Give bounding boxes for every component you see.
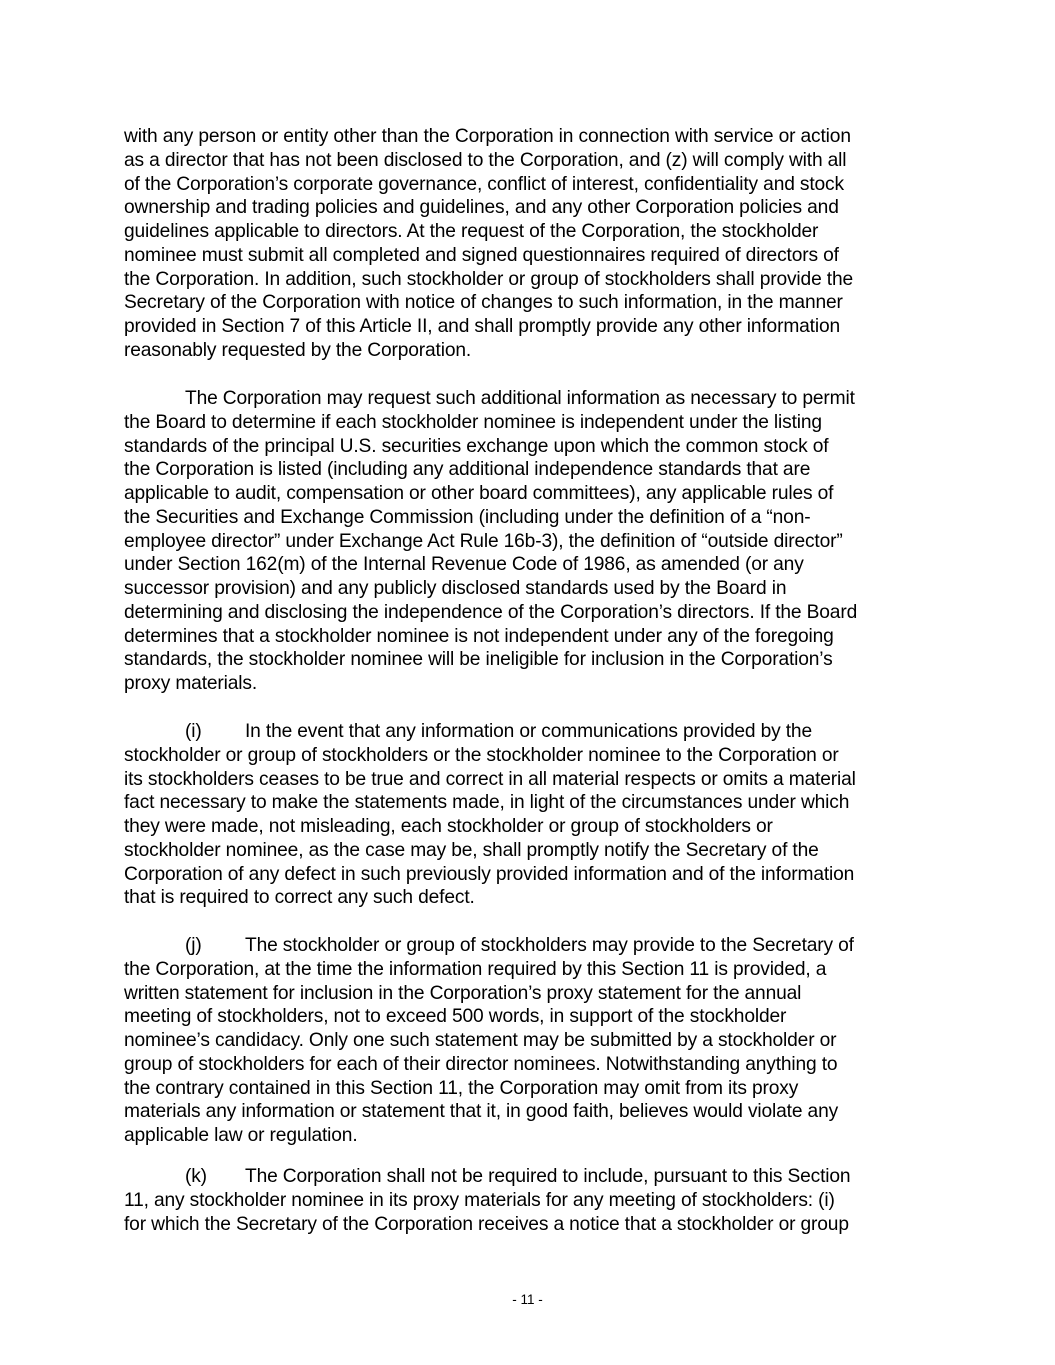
text-line	[124, 720, 944, 744]
line-text: that is required to correct any such defect.	[124, 887, 475, 909]
paragraph-section-k	[124, 1165, 944, 1236]
line-text: group of stockholders for each of their director nominees. Notwithstanding anything to	[124, 1053, 838, 1075]
section-marker: (k)	[185, 1166, 207, 1187]
text-line	[124, 339, 944, 363]
line-text: written statement for inclusion in the Corporation’s proxy statement for the annual	[124, 982, 802, 1004]
line-text: employee director” under Exchange Act Rule 16b-3), the definition of “outside director”	[124, 530, 843, 552]
line-text: the Corporation is listed (including any additional independence standards that are	[124, 459, 811, 481]
line-text: ownership and trading policies and guidelines, and any other Corporation policies and	[124, 197, 839, 219]
text-line	[124, 672, 944, 696]
text-line	[124, 1124, 944, 1148]
text-line	[124, 411, 944, 435]
text-line	[124, 791, 944, 815]
line-text: its stockholders ceases to be true and correct in all material respects or omits a material	[124, 768, 856, 790]
text-line	[124, 530, 944, 554]
line-text: The Corporation may request such additional information as necessary to permit	[185, 388, 855, 409]
paragraph-section-j	[124, 934, 944, 1148]
line-text: successor provision) and any publicly disclosed standards used by the Board in	[124, 578, 787, 599]
text-line	[124, 958, 944, 982]
line-text: applicable law or regulation.	[124, 1125, 358, 1146]
text-line	[124, 744, 944, 768]
line-text: the Corporation. In addition, such stockholder or group of stockholders shall provide the	[124, 268, 853, 290]
text-line	[124, 648, 944, 672]
text-line	[124, 1053, 944, 1077]
line-text: of the Corporation’s corporate governance, conflict of interest, confidentiality and stock	[124, 173, 844, 195]
line-text: materials any information or statement that it, in good faith, believes would violate any	[124, 1101, 839, 1123]
line-text: nominee must submit all completed and signed questionnaires required of directors of	[124, 244, 839, 266]
text-line	[124, 815, 944, 839]
line-text: as a director that has not been disclosed to the Corporation, and (z) will comply with all	[124, 149, 847, 171]
text-line	[124, 435, 944, 459]
text-line	[124, 577, 944, 601]
line-text: reasonably requested by the Corporation.	[124, 339, 472, 361]
text-line	[124, 291, 944, 315]
line-text: under Section 162(m) of the Internal Revenue Code of 1986, as amended (or any	[124, 554, 804, 576]
paragraph-section-i	[124, 720, 944, 910]
text-line	[124, 387, 944, 411]
line-text: The stockholder or group of stockholders may provide to the Secretary of	[245, 935, 854, 956]
paragraph-independence	[124, 387, 944, 696]
text-line	[124, 886, 944, 910]
text-line	[124, 839, 944, 863]
line-text: applicable to audit, compensation or other board committees), any applicable rules of	[124, 483, 834, 504]
line-text: determining and disclosing the independence of the Corporation’s directors. If the Board	[124, 601, 858, 623]
line-text: proxy materials.	[124, 673, 258, 694]
line-text: guidelines applicable to directors. At the request of the Corporation, the stockholder	[124, 221, 819, 242]
text-line	[124, 506, 944, 530]
paragraph-continuation	[124, 125, 944, 363]
line-text: The Corporation shall not be required to include, pursuant to this Section	[245, 1166, 851, 1187]
line-text: the Board to determine if each stockholder nominee is independent under the listing	[124, 411, 822, 433]
line-text: nominee’s candidacy. Only one such statement may be submitted by a stockholder or	[124, 1030, 837, 1051]
text-line	[124, 149, 944, 173]
text-line	[124, 982, 944, 1006]
line-text: the Securities and Exchange Commission (including under the definition of a “non-	[124, 506, 811, 528]
text-line	[124, 1100, 944, 1124]
text-line	[124, 1077, 944, 1101]
line-text: fact necessary to make the statements made, in light of the circumstances under which	[124, 792, 850, 814]
line-text: Corporation of any defect in such previously provided information and of the information	[124, 863, 855, 885]
text-line	[124, 863, 944, 887]
text-line	[124, 1189, 944, 1213]
text-line	[124, 458, 944, 482]
line-text: for which the Secretary of the Corporation receives a notice that a stockholder or group	[124, 1213, 849, 1235]
line-text: In the event that any information or communications provided by the	[245, 721, 812, 742]
text-line	[124, 220, 944, 244]
text-line	[124, 315, 944, 339]
line-text: provided in Section 7 of this Article II, and shall promptly provide any other information	[124, 316, 841, 337]
text-line	[124, 1005, 944, 1029]
line-text: stockholder nominee, as the case may be, shall promptly notify the Secretary of the	[124, 839, 819, 861]
line-text: meeting of stockholders, not to exceed 500 words, in support of the stockholder	[124, 1006, 787, 1028]
text-line	[124, 601, 944, 625]
text-line	[124, 1213, 944, 1237]
text-line	[124, 196, 944, 220]
text-line	[124, 244, 944, 268]
line-text: with any person or entity other than the Corporation in connection with service or action	[124, 126, 851, 147]
text-line	[124, 625, 944, 649]
line-text: determines that a stockholder nominee is not independent under any of the foregoing	[124, 625, 834, 647]
line-text: standards of the principal U.S. securities exchange upon which the common stock of	[124, 435, 829, 457]
text-line	[124, 125, 944, 149]
text-line	[124, 1029, 944, 1053]
line-text: the contrary contained in this Section 11, the Corporation may omit from its proxy	[124, 1077, 799, 1099]
text-line	[124, 1165, 944, 1189]
line-text: standards, the stockholder nominee will be ineligible for inclusion in the Corporation’s	[124, 649, 833, 671]
line-text: Secretary of the Corporation with notice of changes to such information, in the manner	[124, 292, 843, 314]
section-marker: (i)	[185, 721, 202, 742]
text-line	[124, 553, 944, 577]
line-text: they were made, not misleading, each stockholder or group of stockholders or	[124, 816, 773, 837]
page-number: - 11 -	[512, 1292, 543, 1307]
text-line	[124, 482, 944, 506]
section-marker: (j)	[185, 935, 202, 956]
line-text: 11, any stockholder nominee in its proxy materials for any meeting of stockholders: (i)	[124, 1189, 835, 1211]
text-line	[124, 934, 944, 958]
text-line	[124, 268, 944, 292]
line-text: stockholder or group of stockholders or the stockholder nominee to the Corporation or	[124, 744, 839, 766]
text-line	[124, 173, 944, 197]
text-line	[124, 768, 944, 792]
line-text: the Corporation, at the time the information required by this Section 11 is provided, a	[124, 958, 827, 980]
